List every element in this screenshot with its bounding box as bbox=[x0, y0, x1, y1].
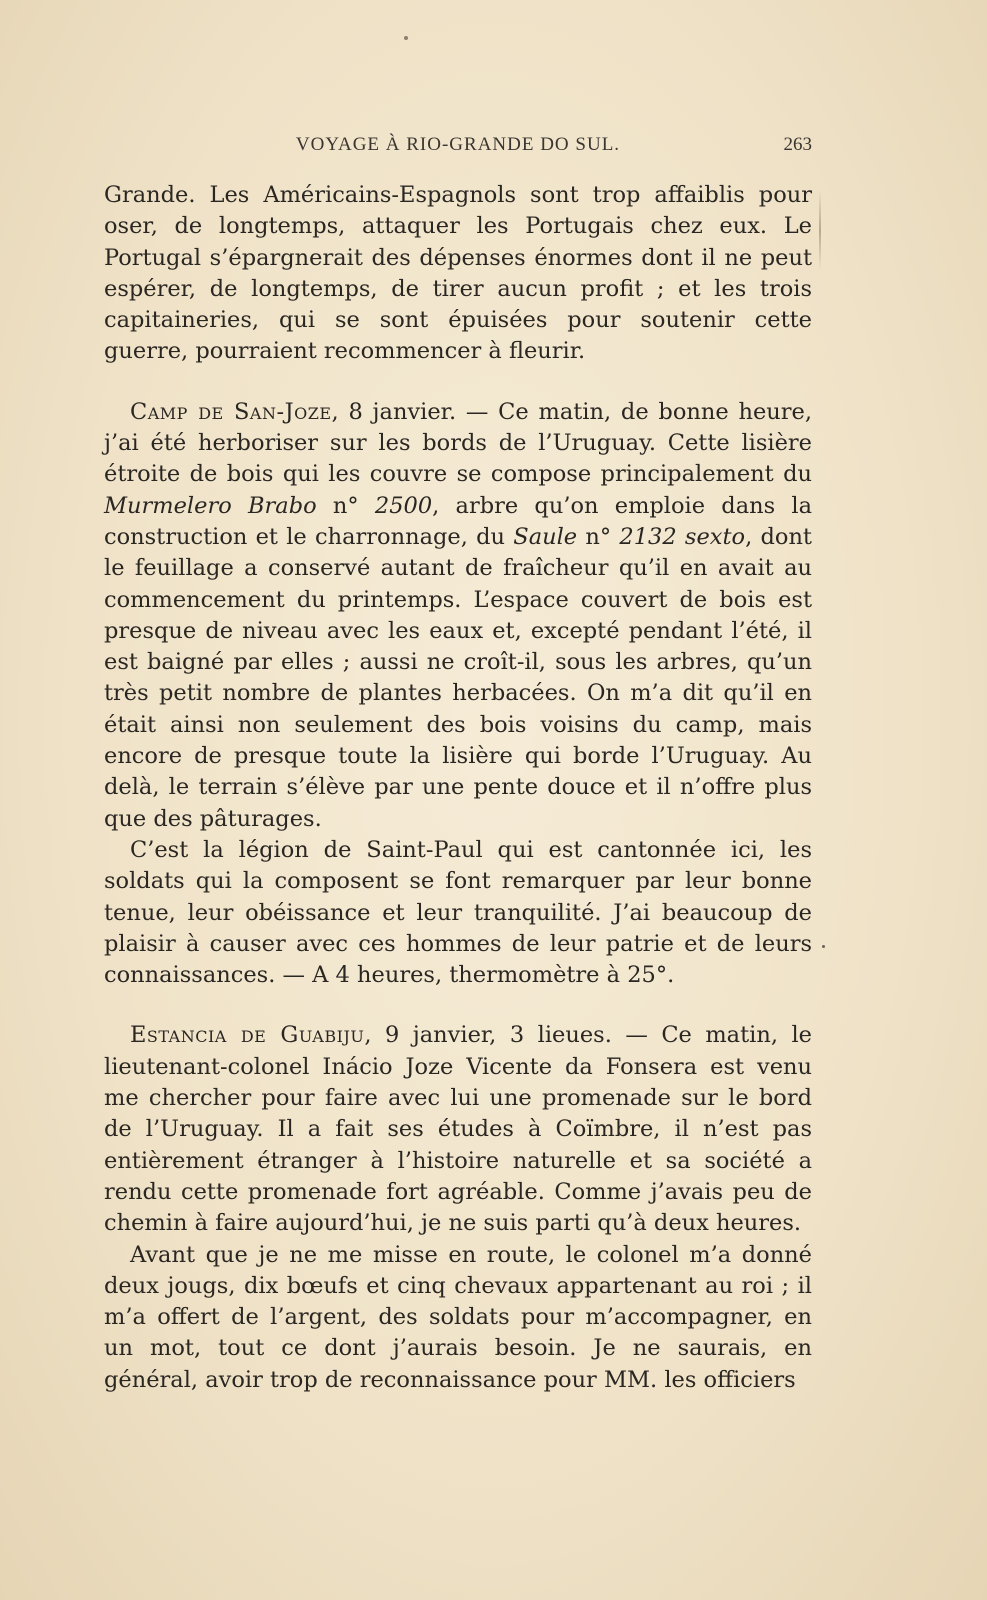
species-name: Murmelero Brabo bbox=[104, 492, 317, 519]
entry-heading: Estancia de Guabiju bbox=[130, 1022, 365, 1049]
species-name: Saule bbox=[513, 523, 578, 550]
ink-speck bbox=[822, 945, 825, 948]
entry-heading: Camp de San-Joze bbox=[130, 398, 332, 425]
text-run: , dont le feuillage a conservé autant de fraîcheur qu’il en avait au commencement du printemps. L’espace couvert de bois est presque de niveau avec les eaux et, excepté pendant l’été, il est baigné par elles ; aussi ne croît-il, sous les arbres, qu’un très petit nombre de plantes herbacées. On m’a dit qu’il en était ainsi non seulement des bois voisins du camp, mais encore de presque toute la lisière qui borde l’Uruguay. Au delà, le terrain s’élève par une pente douce et il n’offre plus que des pâturages. bbox=[104, 523, 812, 832]
paragraph-entry bbox=[104, 397, 812, 835]
text-run: , 8 janvier. — Ce matin, de bonne heure, j’ai été herboriser sur les bords de l’Uruguay. Cette lisière étroite de bois qui les couvre se compose principalement du bbox=[104, 398, 812, 488]
paragraph: Avant que je ne me misse en route, le colonel m’a donné deux jougs, dix bœufs et cinq chevaux appartenant au roi ; il m’a offert de l’argent, des soldats pour m’accompagner, en un mot, tout ce dont j’aurais besoin. Je ne saurais, en général, avoir trop de reconnaissance pour MM. les officiers bbox=[104, 1241, 812, 1393]
margin-mark bbox=[819, 190, 821, 270]
page-body bbox=[104, 180, 812, 1396]
section-gap bbox=[104, 991, 812, 1020]
paragraph: C’est la légion de Saint-Paul qui est cantonnée ici, les soldats qui la composent se font remarquer par leur bonne tenue, leur obéissance et leur tranquilité. J’ai beaucoup de plaisir à causer avec ces hommes de leur patrie et de leurs connaissances. — A 4 heures, thermomètre à 25°. bbox=[104, 836, 812, 989]
specimen-number: 2132 sexto bbox=[619, 523, 746, 550]
specimen-number: 2500 bbox=[374, 492, 433, 519]
ink-speck bbox=[404, 36, 408, 40]
text-run: , arbre qu’on emploie dans la construction et le charronnage, du bbox=[104, 492, 813, 550]
section-gap bbox=[104, 368, 812, 397]
text-run: n° bbox=[577, 523, 620, 550]
text-run: n° bbox=[316, 492, 375, 519]
paragraph: Grande. Les Américains-Espagnols sont trop affaiblis pour oser, de longtemps, attaquer les Portugais chez eux. Le Portugal s’épargnerait des dépenses énormes dont il ne peut espérer, de longtemps, de tirer aucun profit ; et les trois capitaineries, qui se sont épuisées pour soutenir cette guerre, pourraient recommencer à fleurir. bbox=[104, 182, 812, 365]
running-title: VOYAGE À RIO-GRANDE DO SUL. bbox=[295, 134, 621, 155]
text-run: , 9 janvier, 3 lieues. — Ce matin, le lieutenant-colonel Inácio Joze Vicente da Fonsera est venu me chercher pour faire avec lui une promenade sur le bord de l’Uruguay. Il a fait ses études à Coïmbre, il n’est pas entièrement étranger à l’histoire naturelle et sa société a rendu cette promenade fort agréable. Comme j’avais peu de chemin à faire aujourd’hui, je ne suis parti qu’à deux heures. bbox=[104, 1022, 812, 1237]
page-header bbox=[104, 134, 812, 162]
page-number: 263 bbox=[783, 134, 812, 155]
paragraph-entry bbox=[104, 1020, 812, 1239]
